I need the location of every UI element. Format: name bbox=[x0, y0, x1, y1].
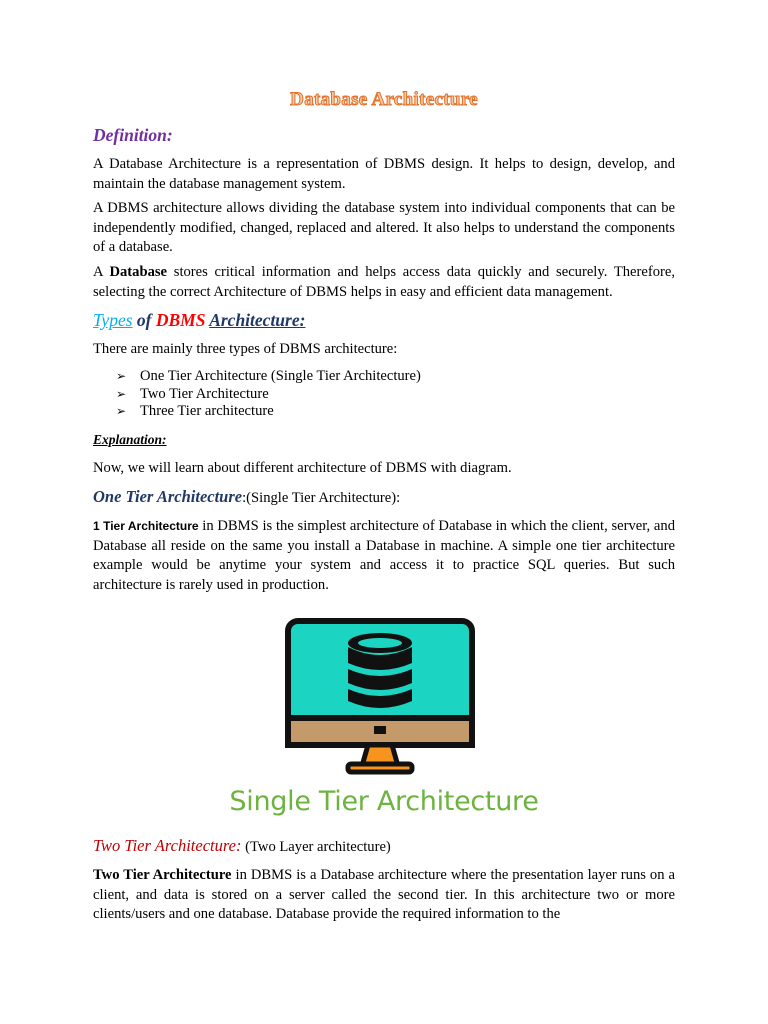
types-intro: There are mainly three types of DBMS architecture: bbox=[93, 341, 398, 357]
one-tier-text: in DBMS is the simplest architecture of Database in which the client, server, and Database all reside on the same you install a Database in machine. A simple one tier architecture example would be anytime your system and access it to practice SQL queries. But such architecture is rarely used in production. bbox=[93, 518, 676, 593]
one-tier-paragraph bbox=[93, 517, 675, 595]
types-heading-word2: of bbox=[136, 310, 152, 330]
two-tier-lead: Two Tier Architecture bbox=[93, 867, 232, 883]
definition-paragraph-1: A Database Architecture is a representation of DBMS design. It helps to design, develop, and maintain the database management system. bbox=[93, 156, 675, 192]
p3-rest: stores critical information and helps access data quickly and securely. Therefore, selecting the correct Architecture of DBMS helps in easy and efficient data management. bbox=[93, 264, 675, 300]
one-tier-lead: 1 Tier Architecture bbox=[93, 519, 199, 533]
two-tier-text: in DBMS is a Database architecture where the presentation layer runs on a client, and data is stored on a server called the second tier. In this architecture two or more clients/users and one database. Database provide the required information to the bbox=[93, 867, 675, 922]
definition-heading: Definition: bbox=[93, 125, 173, 145]
p3-bold-database: Database bbox=[109, 264, 168, 280]
one-tier-heading-text: One Tier Architecture bbox=[93, 487, 243, 506]
explanation-text: Now, we will learn about different architecture of DBMS with diagram. bbox=[93, 460, 512, 476]
types-list bbox=[116, 368, 421, 421]
two-tier-heading-sub: (Two Layer architecture) bbox=[241, 839, 391, 855]
types-heading-word1: Types bbox=[93, 310, 133, 330]
arrow-bullet-icon: ➢ bbox=[116, 404, 127, 418]
explanation-heading: Explanation: bbox=[93, 432, 167, 447]
types-heading-word4: Architecture: bbox=[209, 310, 306, 330]
list-item: ➢ Three Tier architecture bbox=[116, 403, 274, 419]
definition-paragraph-2: A DBMS architecture allows dividing the database system into individual components that can be independently modified, changed, replaced and altered. It also helps to understand the components of a database. bbox=[93, 200, 675, 255]
arrow-bullet-icon: ➢ bbox=[116, 386, 127, 401]
p3-prefix: A bbox=[93, 264, 110, 280]
types-heading bbox=[93, 310, 305, 331]
list-item: ➢ Two Tier Architecture bbox=[116, 385, 269, 402]
figure-caption: Single Tier Architecture bbox=[229, 786, 539, 817]
definition-paragraph-3 bbox=[93, 263, 675, 302]
one-tier-heading bbox=[93, 487, 400, 507]
monitor-database-icon bbox=[280, 613, 480, 776]
single-tier-monitor-illustration bbox=[280, 613, 480, 776]
two-tier-heading bbox=[93, 836, 391, 856]
document-title: Database Architecture bbox=[290, 89, 478, 110]
one-tier-heading-sub: :(Single Tier Architecture): bbox=[242, 490, 401, 506]
types-heading-word3: DBMS bbox=[155, 310, 206, 330]
two-tier-paragraph bbox=[93, 866, 675, 925]
two-tier-heading-text: Two Tier Architecture: bbox=[93, 836, 242, 855]
list-item: ➢ One Tier Architecture (Single Tier Architecture) bbox=[116, 368, 421, 384]
arrow-bullet-icon: ➢ bbox=[116, 369, 127, 383]
